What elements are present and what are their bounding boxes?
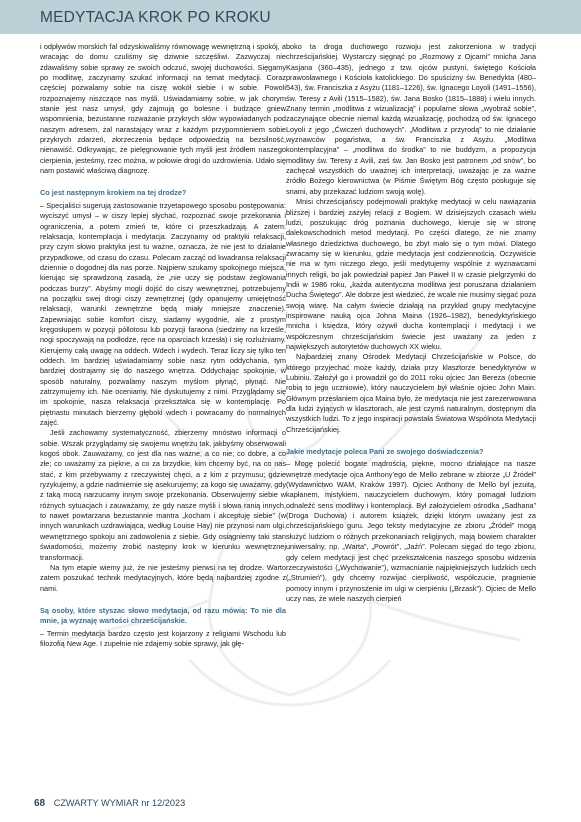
right-column — [286, 42, 536, 604]
paragraph: – Mogę polecić bogate mądrością, piękne, mocno działające na nasze wnętrze medytacje ojca Anthony’ego de Mello zebrane w zbiorze „U Źródeł” (Wydawnictwo WAM, Kraków 1997). Ojciec Anthony de Mello był jezuitą, kapłanem, mistykiem, nauczycielem duchowym, który pomagał ludziom odnaleźć sens modlitwy i kontemplacji. Był założycielem ośrodka „Sadhana” (Droga Duchowa) i autorem książek, dzięki którym uważany jest za chrześcijańskiego guru. Jego teksty medytacyjne ze zbioru „Źródeł” mogą służyć ludziom o różnych przekonaniach religijnych, mają bowiem charakter uniwersalny, np. „Warta”, „Powrót”, „Jaźń”. Polecam sięgać do tego zbioru, gdy celem medytacji jest chęć przekształcenia naszego sposobu widzenia rzeczywistości („Wychowanie”), wzmacnianie najpiękniejszych ludzkich cech („Strumień”), gdy chcemy rozwijać cierpliwość, współczucie, pragnienie pomocy innym i przynoszenie im ulgi w cierpieniu („Brzask”). Ojciec de Mello uczy nas, że wiele naszych cierpień — [286, 459, 536, 603]
page-number: 68 — [34, 798, 46, 809]
paragraph: Jeśli zachowamy systematyczność, zbierzemy mnóstwo informacji o sobie. Wszak przyglądamy się swojemu wnętrzu tak, jakbyśmy obserwowali kogoś obok. Zauważamy, co jest dla nas ważne, a co nie; co dobre, a co złe; co uważamy za piękne, a co za brzydkie, kim chcemy być, na co nas stać, z kim przebywamy z rzeczywistej chęci, a z kim z przymusu; gdzie ryzykujemy, a gdzie nadmiernie się asekurujemy; za kogo się uważamy, gdy z taką mocą narzucamy innym swoje przekonania. Obserwujemy siebie w różnych sytuacjach i zauważamy, że gdy nasze myśli i słowa ranią innych, to nawet powtarzana bezustannie mantra „kocham i akceptuję siebie” (w innych warunkach uzdrawiająca, według Louise Hay) nie przynosi nam ulgi, wewnętrznego spokoju ani zadowolenia z siebie. Gdy osiągniemy taki stan świadomości, możemy zrobić następny krok w kierunku wewnętrznej transformacji. — [40, 428, 286, 562]
interview-question: Jakie medytacje poleca Pani ze swojego doświadczenia? — [286, 447, 484, 457]
section-title: MEDYTACJA KROK PO KROKU — [40, 9, 271, 26]
page-footer — [34, 798, 185, 809]
interview-question: Są osoby, które styszac słowo medytacja, od razu mówią: To nie dla mnie, ja wyznaję wartości chrześcijańskie. — [40, 605, 286, 626]
left-column — [40, 42, 286, 649]
paragraph: – Termin medytacja bardzo często jest kojarzony z religiami Wschodu lub filozofią New Age. I zupełnie nie zdajemy sobie sprawy, jak głę- — [40, 628, 286, 648]
paragraph: boko ta droga duchowego rozwoju jest zakorzeniona w tradycji chrześcijańskiej. Wystarczy sięgnąć po „Rozmowy z Ojcami” mnicha Jana Kasjana (360–435), jednego z tzw. ojców pustyni, świętego Kościoła prawosławnego i Kościoła katolickiego. Do spuścizny św. Benedykta (480–543), św. Franciszka z Asyżu (1181–1226), św. Ignacego Loyoli (1491–1556), św. Teresy z Avili (1515–1582), św. Jana Bosko (1815–1888) i wielu innych. Znany termin „modlitwa z wizualizacją” i popularne słowa „wyobraź sobie”, zaczynające obecnie niemal każdą wizualizację, pochodzą od św. Ignacego Loyoli z jego „Ćwiczeń duchowych”. „Modlitwa z przyrodą” to nie działanie wyznawców pogaństwa, a św. Franciszka z Asyżu. „Modlitwa kontemplacyjna” – „modlitwa do środka” to nie buddyzm, a propozycja modlitwy św. Teresy z Avili, zaś św. Jan Bosko jest patronem „od snów”, bo zachęcał wszystkich do uważnej ich interpretacji, uważając je za ważne źródło Bożego kierownictwa (w Piśmie Świętym Bóg często posługuje się snami, aby przekazać ludziom swoją wolę). — [286, 42, 536, 196]
paragraph: Mnisi chrześcijańscy podejmowali praktykę medytacji w celu nawiązania bliższej i bardziej zażyłej relacji z Bogiem. W dzisiejszych czasach wielu ludzi, poszukując dróg poznania duchowego, kieruje się w stronę dalekowschodnich metod medytacji. Po części dlatego, że nie znamy własnego dziedzictwa duchowego, bo zbyt mało się o tym mówi. Dlatego zwracamy się w kierunku, gdzie medytacja jest codziennością. Oczywiście nie ma w tym niczego złego, jeśli medytujemy wspólnie z wyznawcami innych religii, bo jak powiedział papież Jan Paweł II w czasie pielgrzymki do Indii w 1986 roku, „każda autentyczna modlitwa jest poruszana działaniem Ducha Świętego”. Ale dobrze jest wiedzieć, że wcale nie musimy sięgać poza swoją wiarę. Na całym świecie działają na przykład grupy medytacyjne inspirowane nauką ojca Johna Maina (1926–1982), benedyktyńskiego mnicha i księdza, który ożywił ducha kontemplacji i medytacji i we współczesnym chrześcijańskim świecie jest uważany za jeden z największych autorytetów duchowych XX wieku. — [286, 197, 536, 351]
header-bar — [0, 0, 581, 34]
interview-question: Co jest następnym krokiem na tej drodze? — [40, 188, 187, 198]
paragraph: i odpływów morskich fal odzyskiwaliśmy równowagę wewnętrzną i spokój, a wracając do domu czuliśmy się dziwnie szczęśliwi. Zazwyczaj nie zdawaliśmy sobie sprawy ze swoich odczuć, swojej duchowości. Sięgamy po modlitwę, zaczynamy szukać informacji na temat medytacji. Coraz częściej pozwalamy sobie na ciszę wokół siebie i w sobie. Powoli rozpoznajemy niszczące nas myśli. Uświadamiamy sobie, w jak chorym stanie jest nasz umysł, gdy zajmują go bolesne i budzące gniew wspomnienia, bezustanne rozważanie przykrych słów wypowiadanych pod naszym adresem, żal narastający wraz z każdym przypomnieniem sobie przykrych zdarzeń, złorzeczenia będące odpowiedzią na bezsilność, nienawiść. Odkrywając, że pielęgnowanie tych myśli jest źródłem naszego cierpienia, jesteśmy, rzec można, w połowie drogi do uzdrowienia. Udało się nam postawić właściwą diagnozę. — [40, 42, 286, 176]
magazine-issue: CZWARTY WYMIAR nr 12/2023 — [53, 798, 186, 808]
paragraph: – Specjaliści sugerują zastosowanie trzyetapowego sposobu postępowania: wyciszyć umysł – w ciszy lepiej słychać, rozpoznać swoje przekonania i ograniczenia, a potem zmień te, które ci przeszkadzają. A zatem: relaksacja, kontemplacja i medytacja. Zaczynamy od praktyki relaksacji, przy czym słowo praktyka jest tu ważne, oznacza, że nie jest to działanie przypadkowe, od czasu do czasu. Polecam zacząć od kwadransa relaksacji dziennie o dogodnej dla nas porze. Najpierw szukamy spokojnego miejsca, kierując się sprawdzoną zasadą, że „nie uczy się podstaw żeglowania podczas burzy”. Abyśmy mogli dojść do ciszy wewnętrznej, potrzebujemy na początku swej drogi ciszy zewnętrznej (gdy opanujemy umiejętność relaksacji, warunki zewnętrzne będą miały mniejsze znaczenie). Zapewniając sobie komfort ciszy, siadamy wygodnie, ale z prostym kręgosłupem w pozycji półlotosu lub pozycji faraona (siedzimy na krześle, nogi spoczywają na podłodze, ręce na oparciach krzesła) i się rozluźniamy. Kierujemy całą uwagę na oddech. Wdech i wydech. Teraz liczy się tylko ten oddech. Im bardziej uświadamiamy sobie nasz rytm oddychania, tym bardziej dostrajamy się do naszego wnętrza. Oddychając spokojnie, w sposób naturalny, pozwalamy naszym myślom płynąć, płynąć. Nie zatrzymujemy ich. Nie oceniamy. Nie dyskutujemy z nimi. Przyglądamy się im spokojnie, nasza relaksacja przekształca się w kontemplację. Po piętnastu minutach bierzemy głęboki wdech i powracamy do normalnych zajęć. — [40, 200, 286, 428]
paragraph: Na tym etapie wiemy już, że nie jesteśmy pierwsi na tej drodze. Warto zatem poszukać technik medytacyjnych, które będą najbardziej zgodne z nami. — [40, 562, 286, 593]
paragraph: Najbardziej znany Ośrodek Medytacji Chrześcijańskie w Polsce, do którego przyjechać może każdy, działa przy klasztorze benedyktynów w Lubiniu. Założył go i prowadził go do 2011 roku ojciec Jan Bereza (obecnie robią to jego uczniowie), który nauczycielem był właśnie ojciec John Main. Głównym przesłaniem ojca Maina było, że medytacja nie jest zarezerwowana dla ludzi żyjących w klasztorach, ale jest czymś naturalnym, dostępnym dla wszystkich ludzi. To z jego inspiracji powstała Światowa Wspólnota Medytacji Chrześcijańskiej. — [286, 352, 536, 434]
